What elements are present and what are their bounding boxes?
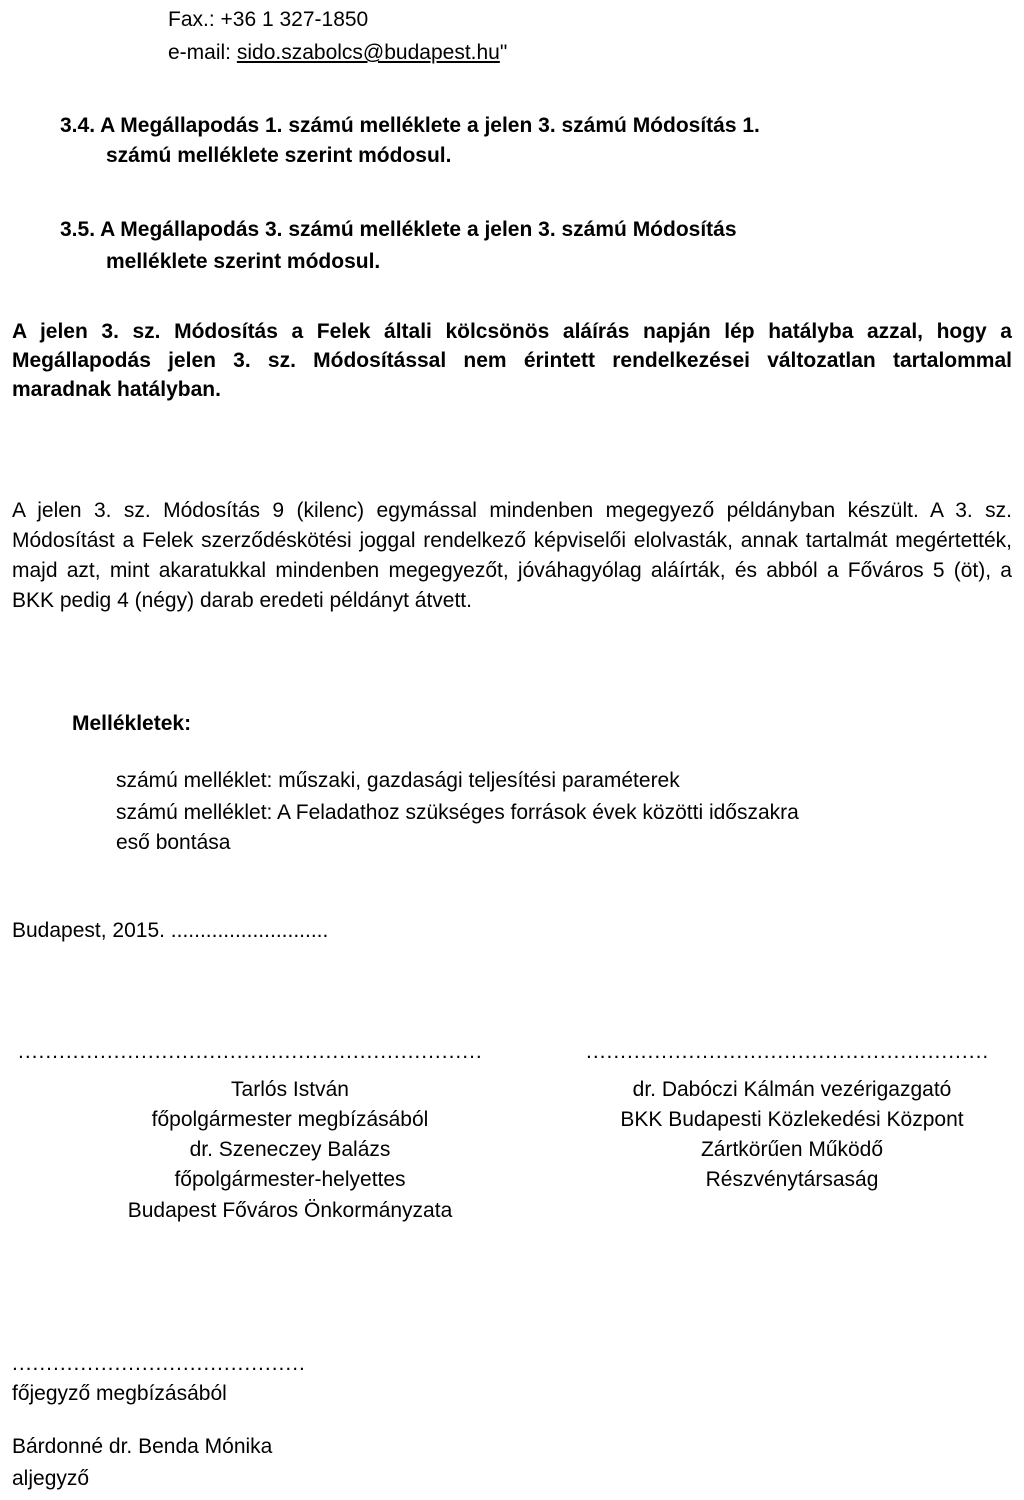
effective-date-paragraph: A jelen 3. sz. Módosítás a Felek általi kölcsönös aláírás napján lép hatályba azzal, hogy a Megállapodás jelen 3. sz. Módosítással nem érintett rendelkezései változatlan tartalommal maradnak hatályban.: [12, 320, 1012, 401]
left-signature-line: ....................................................................: [18, 1040, 483, 1063]
left-signatory-role: főpolgármester megbízásából: [151, 1108, 429, 1131]
email-label: e-mail:: [168, 41, 237, 64]
item-3-4-line2: számú melléklete szerint módosul.: [106, 144, 452, 167]
left-signatory-org: Budapest Főváros Önkormányzata: [127, 1199, 453, 1222]
right-signatory-org1: BKK Budapesti Közlekedési Központ: [620, 1108, 964, 1131]
annex-item-1: számú melléklet: műszaki, gazdasági teljesítési paraméterek: [116, 769, 680, 792]
annex-item-2-line2: eső bontása: [116, 831, 231, 854]
notary-role: főjegyző megbízásából: [12, 1382, 227, 1405]
left-signatory-role2: főpolgármester-helyettes: [174, 1168, 406, 1191]
right-signatory-name: dr. Dabóczi Kálmán vezérigazgató: [632, 1078, 952, 1101]
email-link[interactable]: sido.szabolcs@budapest.hu: [236, 41, 500, 64]
left-signatory-name: Tarlós István: [231, 1078, 349, 1101]
item-3-4-line1: 3.4. A Megállapodás 1. számú melléklete a jelen 3. számú Módosítás 1.: [60, 114, 760, 137]
email-line: [168, 39, 507, 67]
email-quote: ": [499, 41, 508, 64]
notary-title: aljegyző: [12, 1467, 90, 1490]
left-signatory-name2: dr. Szeneczey Balázs: [189, 1138, 391, 1161]
annex-item-2-line1: számú melléklet: A Feladathoz szükséges források évek közötti időszakra: [116, 801, 799, 824]
item-3-5-line1: 3.5. A Megállapodás 3. számú melléklete a jelen 3. számú Módosítás: [60, 218, 737, 241]
notary-signature-line: ...........................................: [12, 1352, 306, 1375]
copies-paragraph: A jelen 3. sz. Módosítás 9 (kilenc) egymással mindenben megegyező példányban készült. A 3. sz. Módosítást a Felek szerződéskötési joggal rendelkező képviselői elolvasták, annak tartalmát megértették, majd azt, mint akaratukkal mindenben megegyezőt, jóváhagyólag aláírták, és abból a Főváros 5 (öt), a BKK pedig 4 (négy) darab eredeti példányt átvett.: [12, 499, 1012, 612]
notary-name: Bárdonné dr. Benda Mónika: [12, 1435, 273, 1458]
right-signatory-org3: Részvénytársaság: [705, 1168, 879, 1191]
place-date: Budapest, 2015. ...........................: [12, 919, 329, 942]
item-3-5-line2: melléklete szerint módosul.: [106, 250, 381, 273]
right-signature-line: ...........................................................: [586, 1040, 990, 1063]
annexes-heading: Mellékletek:: [72, 712, 192, 735]
fax-number: Fax.: +36 1 327-1850: [168, 8, 369, 31]
right-signatory-org2: Zártkörűen Működő: [700, 1138, 884, 1161]
